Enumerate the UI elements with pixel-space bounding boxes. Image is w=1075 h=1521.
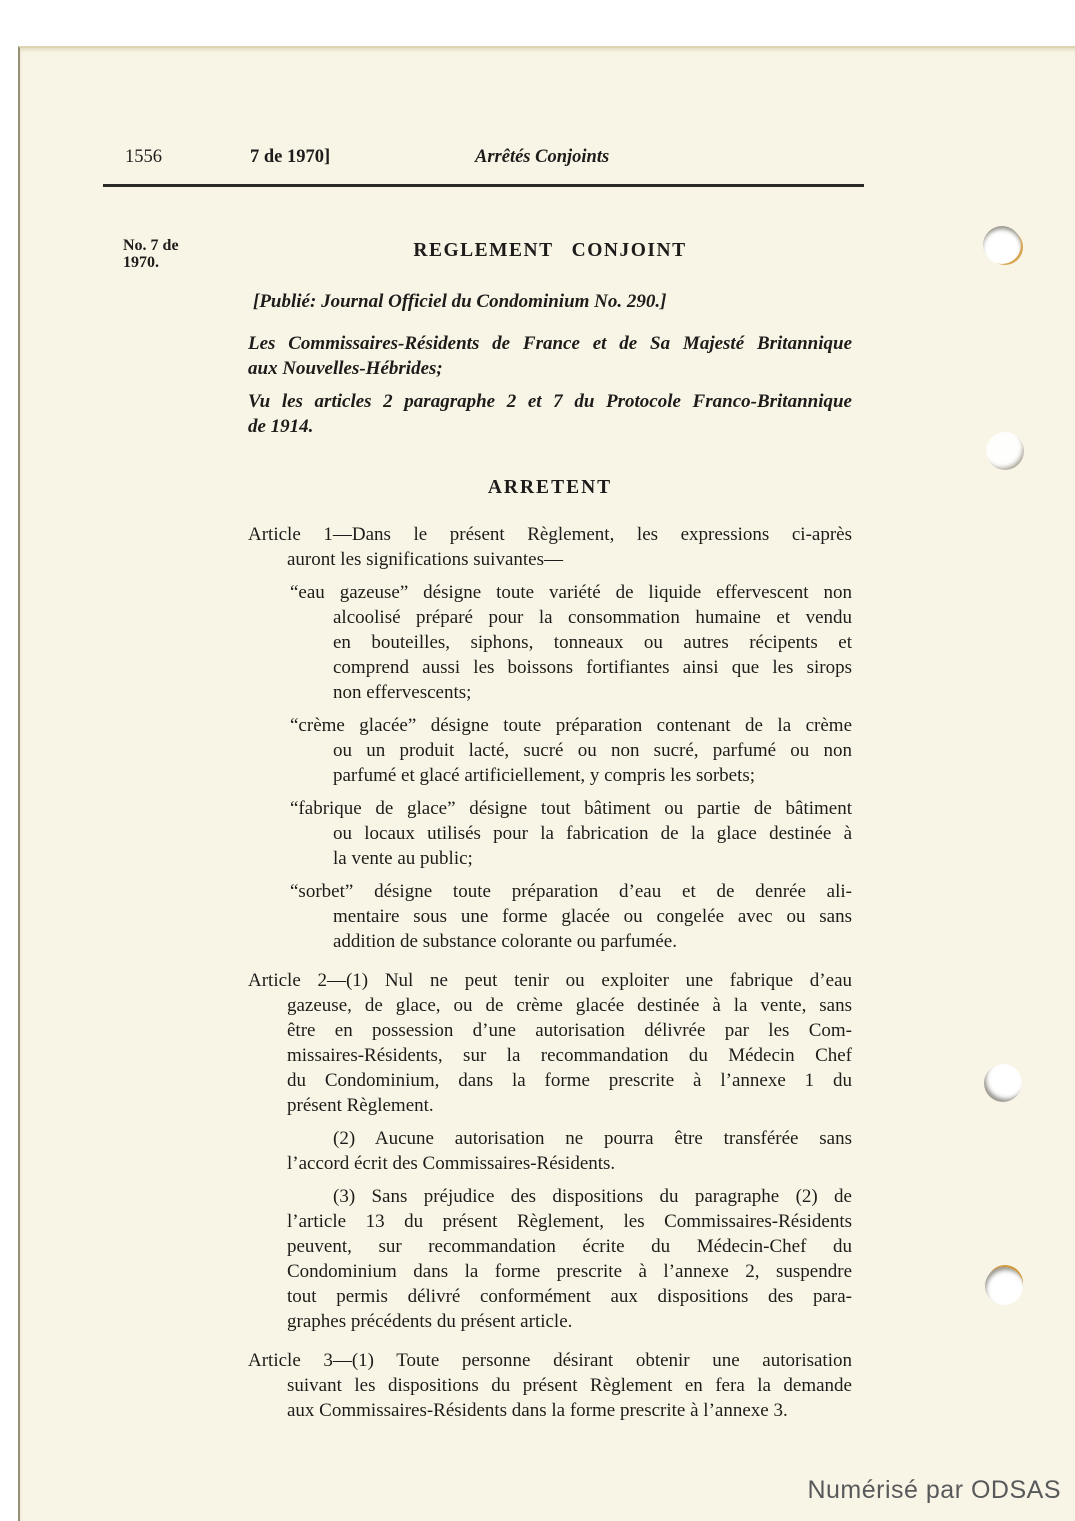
publication-note: [Publié: Journal Officiel du Condominium No. 290.] [253, 291, 667, 312]
header-rule [103, 184, 864, 187]
issue-number: 7 de 1970] [250, 147, 331, 167]
text-line: non effervescents; [333, 682, 472, 703]
definition-paragraph [248, 796, 852, 871]
punch-hole [985, 1267, 1023, 1305]
text-line: Article 3—(1) Toute personne désirant obtenir une autorisation [248, 1350, 852, 1371]
scan-credit: Numérisé par ODSAS [807, 1476, 1061, 1504]
definition-paragraph [248, 580, 852, 705]
text-line: gazeuse, de glace, ou de crème glacée destinée à la vente, sans [287, 995, 852, 1016]
text-line: la vente au public; [333, 848, 473, 869]
punch-hole [986, 432, 1024, 470]
text-line: être en possession d’une autorisation délivrée par les Com- [287, 1020, 852, 1041]
punch-hole [984, 1064, 1022, 1102]
document-body [248, 238, 852, 1431]
subparagraph [248, 1126, 852, 1176]
text-line: Les Commissaires-Résidents de France et de Sa Majesté Britannique [248, 333, 852, 354]
article-paragraph [248, 1348, 852, 1423]
definition-paragraph [248, 879, 852, 954]
preamble-paragraph [248, 389, 852, 439]
text-line: alcoolisé préparé pour la consommation humaine et vendu [333, 607, 852, 628]
subparagraph [248, 1184, 852, 1334]
text-line: Condominium dans la forme prescrite à l’annexe 2, suspendre [287, 1261, 852, 1282]
text-line: Article 1—Dans le présent Règlement, les expressions ci-après [248, 524, 852, 545]
text-line: Vu les articles 2 paragraphe 2 et 7 du Protocole Franco-Britannique [248, 391, 852, 412]
text-line: aux Nouvelles-Hébrides; [248, 358, 443, 379]
text-line: parfumé et glacé artificiellement, y compris les sorbets; [333, 765, 756, 786]
text-line: 1970. [123, 254, 159, 271]
text-line: l’accord écrit des Commissaires-Résidents. [287, 1153, 616, 1174]
text-line: addition de substance colorante ou parfumée. [333, 931, 677, 952]
text-line: (2) Aucune autorisation ne pourra être transférée sans [333, 1128, 852, 1149]
text-line: du Condominium, dans la forme prescrite à l’annexe 1 du [287, 1070, 852, 1091]
running-title: Arrêtés Conjoints [475, 147, 610, 167]
text-line: “eau gazeuse” désigne toute variété de liquide effervescent non [290, 582, 852, 603]
page-header [0, 147, 1075, 171]
text-line: tout permis délivré conformément aux dispositions des para- [287, 1286, 852, 1307]
text-line: No. 7 de [123, 237, 179, 254]
text-line: Article 2—(1) Nul ne peut tenir ou exploiter une fabrique d’eau [248, 970, 852, 991]
text-line: missaires-Résidents, sur la recommandation du Médecin Chef [287, 1045, 852, 1066]
text-line: graphes précédents du présent article. [287, 1311, 573, 1332]
text-line: en bouteilles, siphons, tonneaux ou autres récipents et [333, 632, 852, 653]
text-line: “sorbet” désigne toute préparation d’eau et de denrée ali- [290, 881, 852, 902]
page-number: 1556 [125, 147, 162, 167]
preamble-paragraph [248, 331, 852, 381]
text-line: mentaire sous une forme glacée ou congelée avec ou sans [333, 906, 852, 927]
article-paragraph [248, 522, 852, 572]
margin-note [123, 237, 223, 271]
punch-hole [983, 226, 1021, 264]
text-line: ou locaux utilisés pour la fabrication de la glace destinée à [333, 823, 852, 844]
text-line: aux Commissaires-Résidents dans la forme prescrite à l’annexe 3. [287, 1400, 788, 1421]
text-line: suivant les dispositions du présent Règlement en fera la demande [287, 1375, 852, 1396]
text-line: de 1914. [248, 416, 314, 437]
definition-paragraph [248, 713, 852, 788]
article-paragraph [248, 968, 852, 1118]
text-line: “crème glacée” désigne toute préparation contenant de la crème [290, 715, 852, 736]
text-line: comprend aussi les boissons fortifiantes ainsi que les sirops [333, 657, 852, 678]
section-heading: ARRETENT [487, 477, 613, 498]
text-line: “fabrique de glace” désigne tout bâtiment ou partie de bâtiment [290, 798, 852, 819]
text-line: l’article 13 du présent Règlement, les Commissaires-Résidents [287, 1211, 852, 1232]
text-line: ou un produit lacté, sucré ou non sucré, parfumé ou non [333, 740, 852, 761]
text-line: (3) Sans préjudice des dispositions du paragraphe (2) de [333, 1186, 852, 1207]
document-title: REGLEMENT CONJOINT [413, 240, 687, 261]
text-line: peuvent, sur recommandation écrite du Médecin-Chef du [287, 1236, 852, 1257]
text-line: présent Règlement. [287, 1095, 434, 1116]
text-line: auront les significations suivantes— [287, 549, 563, 570]
